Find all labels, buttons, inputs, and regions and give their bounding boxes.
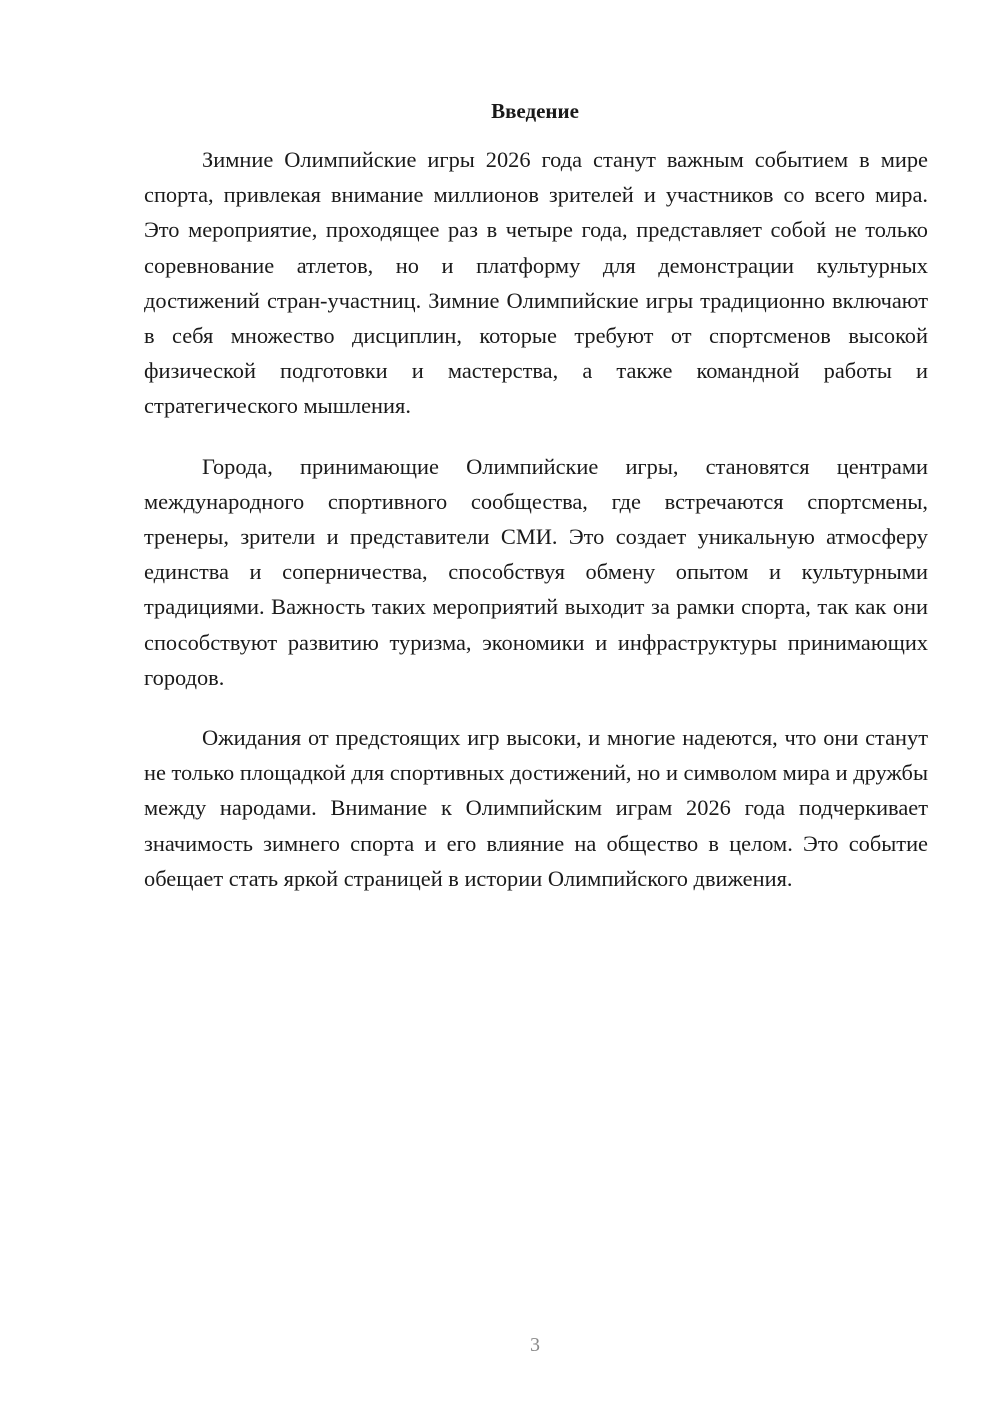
section-heading: Введение: [491, 99, 579, 123]
paragraph-3: Ожидания от предстоящих игр высоки, и многие надеются, что они станут не только площадкой для спортивных достижений, но и символом мира и дружбы между народами. Внимание к Олимпийским играм 2026 года подчеркивает значимость зимнего спорта и его влияние на общество в целом. Это событие обещает стать яркой страницей в истории Олимпийского движения.: [144, 725, 928, 891]
page-number: 3: [530, 1334, 540, 1356]
paragraph-2: Города, принимающие Олимпийские игры, становятся центрами международного спортивного сообщества, где встречаются спортсмены, тренеры, зрители и представители СМИ. Это создает уникальную атмосферу единства и соперничества, способствуя обмену опытом и культурными традициями. Важность таких мероприятий выходит за рамки спорта, так как они способствуют развитию туризма, экономики и инфраструктуры принимающих городов.: [144, 453, 928, 690]
paragraph-1: Зимние Олимпийские игры 2026 года станут важным событием в мире спорта, привлекая внимание миллионов зрителей и участников со всего мира. Это мероприятие, проходящее раз в четыре года, представляет собой не только соревнование атлетов, но и платформу для демонстрации культурных достижений стран-участниц. Зимние Олимпийские игры традиционно включают в себя множество дисциплин, которые требуют от спортсменов высокой физической подготовки и мастерства, а также командной работы и стратегического мышления.: [144, 147, 928, 419]
body-text: [144, 142, 928, 921]
